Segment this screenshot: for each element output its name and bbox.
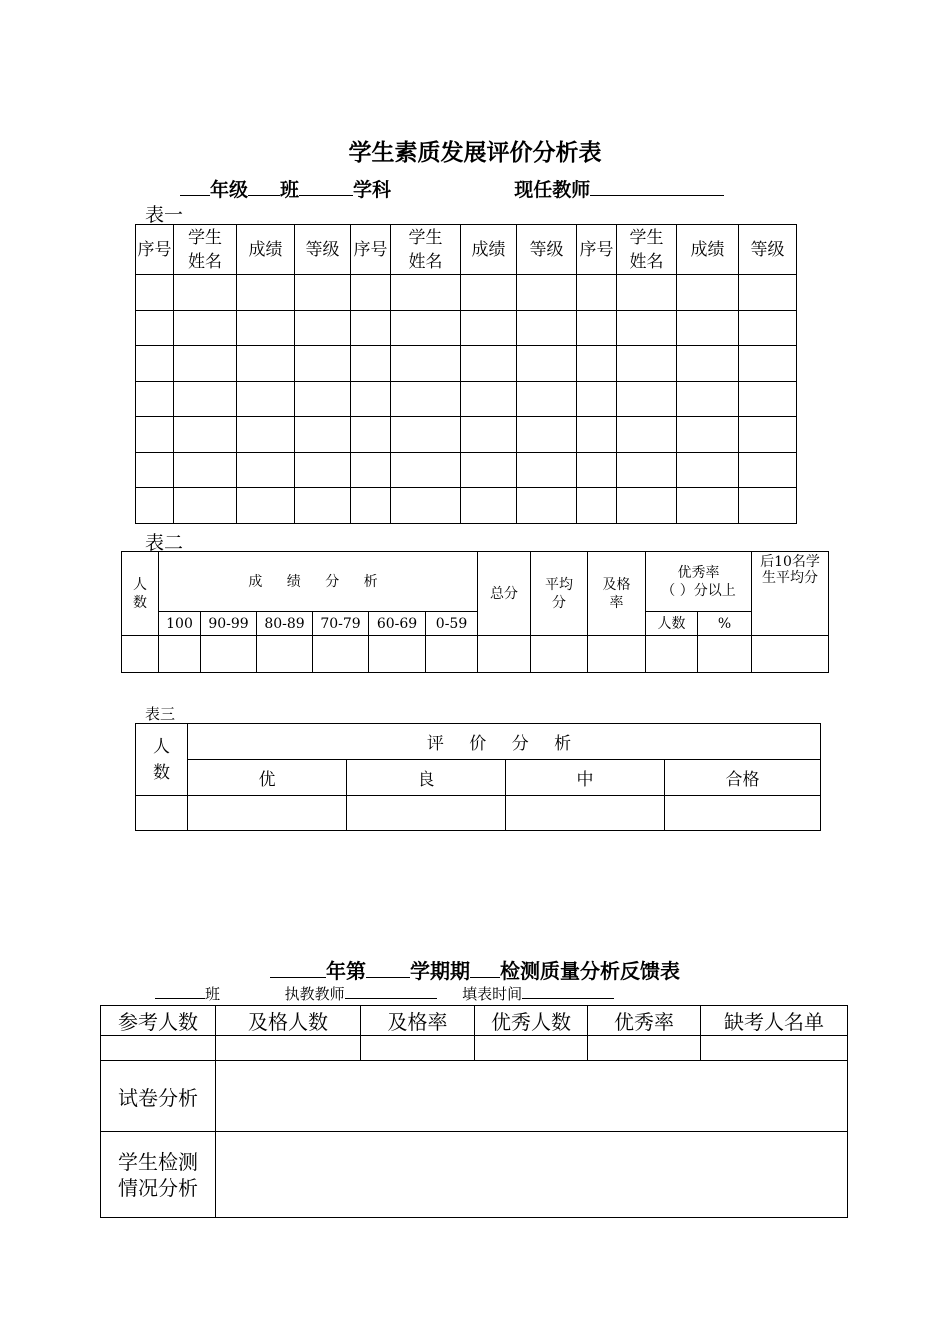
t4-cell[interactable] bbox=[588, 1036, 701, 1061]
t1-cell[interactable] bbox=[617, 346, 677, 382]
t2-bottom10-header: 后10名学生平均分 bbox=[752, 552, 829, 636]
t1-cell[interactable] bbox=[517, 452, 577, 488]
t2-score-analysis-header: 成 绩 分 析 bbox=[159, 552, 478, 612]
doc2-class-label: 班 bbox=[205, 985, 221, 1003]
t1-cell[interactable] bbox=[391, 310, 461, 346]
t1-cell[interactable] bbox=[237, 488, 295, 524]
table1-row bbox=[136, 381, 797, 417]
t1-cell[interactable] bbox=[295, 488, 351, 524]
t1-cell[interactable] bbox=[577, 346, 617, 382]
t1-col-header: 成绩 bbox=[677, 225, 739, 275]
t3-cell[interactable] bbox=[665, 796, 821, 831]
t1-cell[interactable] bbox=[517, 488, 577, 524]
t1-cell[interactable] bbox=[461, 346, 517, 382]
t3-level-header: 优 bbox=[188, 760, 347, 796]
t4-col-header: 优秀人数 bbox=[475, 1006, 588, 1036]
table2 bbox=[121, 551, 829, 673]
t1-cell[interactable] bbox=[617, 310, 677, 346]
t4-cell[interactable] bbox=[475, 1036, 588, 1061]
t1-cell[interactable] bbox=[136, 381, 174, 417]
t4-data-row bbox=[101, 1036, 848, 1061]
t1-cell[interactable] bbox=[351, 452, 391, 488]
t1-cell[interactable] bbox=[617, 275, 677, 311]
t1-col-header: 等级 bbox=[517, 225, 577, 275]
t1-col-header: 等级 bbox=[295, 225, 351, 275]
t1-col-header: 等级 bbox=[739, 225, 797, 275]
t3-cell[interactable] bbox=[506, 796, 665, 831]
t1-cell[interactable] bbox=[461, 417, 517, 453]
t1-cell[interactable] bbox=[174, 310, 237, 346]
t1-col-header: 成绩 bbox=[237, 225, 295, 275]
t2-cell[interactable] bbox=[698, 636, 752, 673]
table1-row bbox=[136, 310, 797, 346]
t1-cell[interactable] bbox=[295, 275, 351, 311]
t2-score-range: 0-59 bbox=[426, 612, 478, 636]
t1-cell[interactable] bbox=[351, 381, 391, 417]
t1-cell[interactable] bbox=[174, 275, 237, 311]
t1-cell[interactable] bbox=[517, 417, 577, 453]
t4-col-header: 及格率 bbox=[361, 1006, 475, 1036]
t1-cell[interactable] bbox=[677, 346, 739, 382]
t1-cell[interactable] bbox=[461, 488, 517, 524]
t1-cell[interactable] bbox=[677, 452, 739, 488]
t3-eval-header: 评 价 分 析 bbox=[188, 724, 821, 760]
t1-cell[interactable] bbox=[517, 346, 577, 382]
t2-cell[interactable] bbox=[646, 636, 698, 673]
t1-col-header: 学生姓名 bbox=[391, 225, 461, 275]
t2-cell[interactable] bbox=[257, 636, 313, 673]
t3-cell[interactable] bbox=[188, 796, 347, 831]
t1-cell[interactable] bbox=[739, 346, 797, 382]
t2-excellent-percent-header: % bbox=[698, 612, 752, 636]
table2-label: 表二 bbox=[145, 532, 184, 554]
doc2-title-term: 学期期 bbox=[410, 959, 470, 983]
t3-level-header: 合格 bbox=[665, 760, 821, 796]
t2-score-range: 80-89 bbox=[257, 612, 313, 636]
t1-cell[interactable] bbox=[677, 381, 739, 417]
t1-cell[interactable] bbox=[461, 310, 517, 346]
t1-col-header: 学生姓名 bbox=[617, 225, 677, 275]
t1-col-header: 序号 bbox=[136, 225, 174, 275]
t1-cell[interactable] bbox=[617, 381, 677, 417]
t1-cell[interactable] bbox=[617, 488, 677, 524]
t1-cell[interactable] bbox=[677, 417, 739, 453]
t1-col-header: 成绩 bbox=[461, 225, 517, 275]
t2-excellent-rate-header: 优秀率 （ ）分以上 bbox=[646, 552, 752, 612]
t4-col-header: 优秀率 bbox=[588, 1006, 701, 1036]
t1-cell[interactable] bbox=[174, 488, 237, 524]
table3-data-row bbox=[136, 796, 821, 831]
t3-level-header: 良 bbox=[347, 760, 506, 796]
t4-cell[interactable] bbox=[101, 1036, 216, 1061]
t1-cell[interactable] bbox=[577, 381, 617, 417]
t2-cell[interactable] bbox=[313, 636, 369, 673]
t1-cell[interactable] bbox=[351, 310, 391, 346]
t1-cell[interactable] bbox=[295, 381, 351, 417]
t1-cell[interactable] bbox=[677, 488, 739, 524]
t1-cell[interactable] bbox=[391, 381, 461, 417]
t2-people-header: 人数 bbox=[122, 552, 159, 636]
t1-cell[interactable] bbox=[391, 275, 461, 311]
t1-cell[interactable] bbox=[677, 275, 739, 311]
t1-cell[interactable] bbox=[174, 417, 237, 453]
table1-row bbox=[136, 488, 797, 524]
doc2-title-rest: 检测质量分析反馈表 bbox=[500, 959, 680, 983]
t1-cell[interactable] bbox=[739, 417, 797, 453]
t1-cell[interactable] bbox=[237, 275, 295, 311]
t1-cell[interactable] bbox=[739, 452, 797, 488]
t1-cell[interactable] bbox=[617, 452, 677, 488]
t2-score-range: 100 bbox=[159, 612, 201, 636]
t2-score-range: 90-99 bbox=[201, 612, 257, 636]
grade-label: 年级 bbox=[210, 179, 249, 201]
t1-cell[interactable] bbox=[739, 488, 797, 524]
t2-score-range: 60-69 bbox=[369, 612, 426, 636]
t1-cell[interactable] bbox=[677, 310, 739, 346]
t1-cell[interactable] bbox=[577, 310, 617, 346]
t1-cell[interactable] bbox=[295, 417, 351, 453]
t1-cell[interactable] bbox=[739, 381, 797, 417]
t1-cell[interactable] bbox=[295, 310, 351, 346]
paper-analysis-cell[interactable] bbox=[216, 1061, 848, 1132]
t2-excellent-count-header: 人数 bbox=[646, 612, 698, 636]
t2-average-header: 平均分 bbox=[531, 552, 588, 636]
doc2-title bbox=[0, 955, 950, 984]
t4-cell[interactable] bbox=[701, 1036, 848, 1061]
t1-cell[interactable] bbox=[136, 346, 174, 382]
t1-cell[interactable] bbox=[136, 488, 174, 524]
t2-score-range: 70-79 bbox=[313, 612, 369, 636]
t1-cell[interactable] bbox=[351, 346, 391, 382]
paper-analysis-label: 试卷分析 bbox=[101, 1061, 216, 1132]
table2-data-row bbox=[122, 636, 829, 673]
t1-cell[interactable] bbox=[391, 417, 461, 453]
t4-cell[interactable] bbox=[361, 1036, 475, 1061]
t1-cell[interactable] bbox=[295, 346, 351, 382]
t1-cell[interactable] bbox=[136, 417, 174, 453]
t1-cell[interactable] bbox=[391, 346, 461, 382]
t1-cell[interactable] bbox=[136, 275, 174, 311]
t1-cell[interactable] bbox=[577, 275, 617, 311]
doc2-title-year: 年第 bbox=[326, 959, 366, 983]
t1-cell[interactable] bbox=[517, 381, 577, 417]
t1-cell[interactable] bbox=[237, 346, 295, 382]
student-analysis-label: 学生检测情况分析 bbox=[101, 1132, 216, 1218]
t1-cell[interactable] bbox=[174, 381, 237, 417]
t1-cell[interactable] bbox=[351, 488, 391, 524]
table3 bbox=[135, 723, 821, 831]
doc1-title: 学生素质发展评价分析表 bbox=[348, 140, 602, 166]
t1-cell[interactable] bbox=[517, 275, 577, 311]
t2-cell[interactable] bbox=[122, 636, 159, 673]
t2-pass-rate-header: 及格率 bbox=[588, 552, 646, 636]
doc2-subheader bbox=[155, 983, 614, 1004]
t1-cell[interactable] bbox=[351, 275, 391, 311]
table1-row bbox=[136, 346, 797, 382]
t1-cell[interactable] bbox=[237, 310, 295, 346]
t1-cell[interactable] bbox=[617, 417, 677, 453]
table1-row bbox=[136, 452, 797, 488]
t1-cell[interactable] bbox=[391, 452, 461, 488]
t4-col-header: 及格人数 bbox=[216, 1006, 361, 1036]
t1-cell[interactable] bbox=[237, 452, 295, 488]
t1-cell[interactable] bbox=[351, 417, 391, 453]
t3-cell[interactable] bbox=[136, 796, 188, 831]
t1-cell[interactable] bbox=[136, 310, 174, 346]
t4-cell[interactable] bbox=[216, 1036, 361, 1061]
class-label: 班 bbox=[280, 179, 300, 201]
t1-cell[interactable] bbox=[295, 452, 351, 488]
table1-header-row bbox=[136, 225, 797, 275]
teacher-label: 现任教师 bbox=[514, 179, 591, 201]
t2-cell[interactable] bbox=[159, 636, 201, 673]
table1-row bbox=[136, 417, 797, 453]
t2-cell[interactable] bbox=[426, 636, 478, 673]
t2-cell[interactable] bbox=[369, 636, 426, 673]
student-analysis-cell[interactable] bbox=[216, 1132, 848, 1218]
t1-cell[interactable] bbox=[391, 488, 461, 524]
t1-cell[interactable] bbox=[739, 310, 797, 346]
table1-row bbox=[136, 275, 797, 311]
t3-people-header: 人数 bbox=[136, 724, 188, 796]
t3-level-header: 中 bbox=[506, 760, 665, 796]
t1-cell[interactable] bbox=[739, 275, 797, 311]
t4-header-row bbox=[101, 1006, 848, 1036]
subject-label: 学科 bbox=[353, 179, 392, 201]
t2-cell[interactable] bbox=[588, 636, 646, 673]
t1-col-header: 序号 bbox=[577, 225, 617, 275]
t1-cell[interactable] bbox=[461, 381, 517, 417]
t1-cell[interactable] bbox=[461, 452, 517, 488]
t2-cell[interactable] bbox=[752, 636, 829, 673]
t1-cell[interactable] bbox=[174, 346, 237, 382]
t1-col-header: 学生姓名 bbox=[174, 225, 237, 275]
t1-cell[interactable] bbox=[136, 452, 174, 488]
table1-label: 表一 bbox=[145, 204, 184, 226]
table3-label: 表三 bbox=[145, 705, 176, 723]
t1-col-header: 序号 bbox=[351, 225, 391, 275]
t4-col-header: 缺考人名单 bbox=[701, 1006, 848, 1036]
quality-feedback-table bbox=[100, 1005, 848, 1218]
t4-col-header: 参考人数 bbox=[101, 1006, 216, 1036]
table1 bbox=[135, 224, 797, 524]
t2-cell[interactable] bbox=[201, 636, 257, 673]
doc1-header-line bbox=[180, 175, 724, 202]
t1-cell[interactable] bbox=[577, 452, 617, 488]
t1-cell[interactable] bbox=[237, 417, 295, 453]
doc2-date-label: 填表时间 bbox=[462, 985, 523, 1003]
t2-cell[interactable] bbox=[478, 636, 531, 673]
t1-cell[interactable] bbox=[517, 310, 577, 346]
t1-cell[interactable] bbox=[237, 381, 295, 417]
t1-cell[interactable] bbox=[461, 275, 517, 311]
t2-total-header: 总分 bbox=[478, 552, 531, 636]
t2-cell[interactable] bbox=[531, 636, 588, 673]
doc2-teacher-label: 执教教师 bbox=[284, 985, 345, 1003]
t1-cell[interactable] bbox=[174, 452, 237, 488]
t1-cell[interactable] bbox=[577, 488, 617, 524]
t3-cell[interactable] bbox=[347, 796, 506, 831]
t1-cell[interactable] bbox=[577, 417, 617, 453]
